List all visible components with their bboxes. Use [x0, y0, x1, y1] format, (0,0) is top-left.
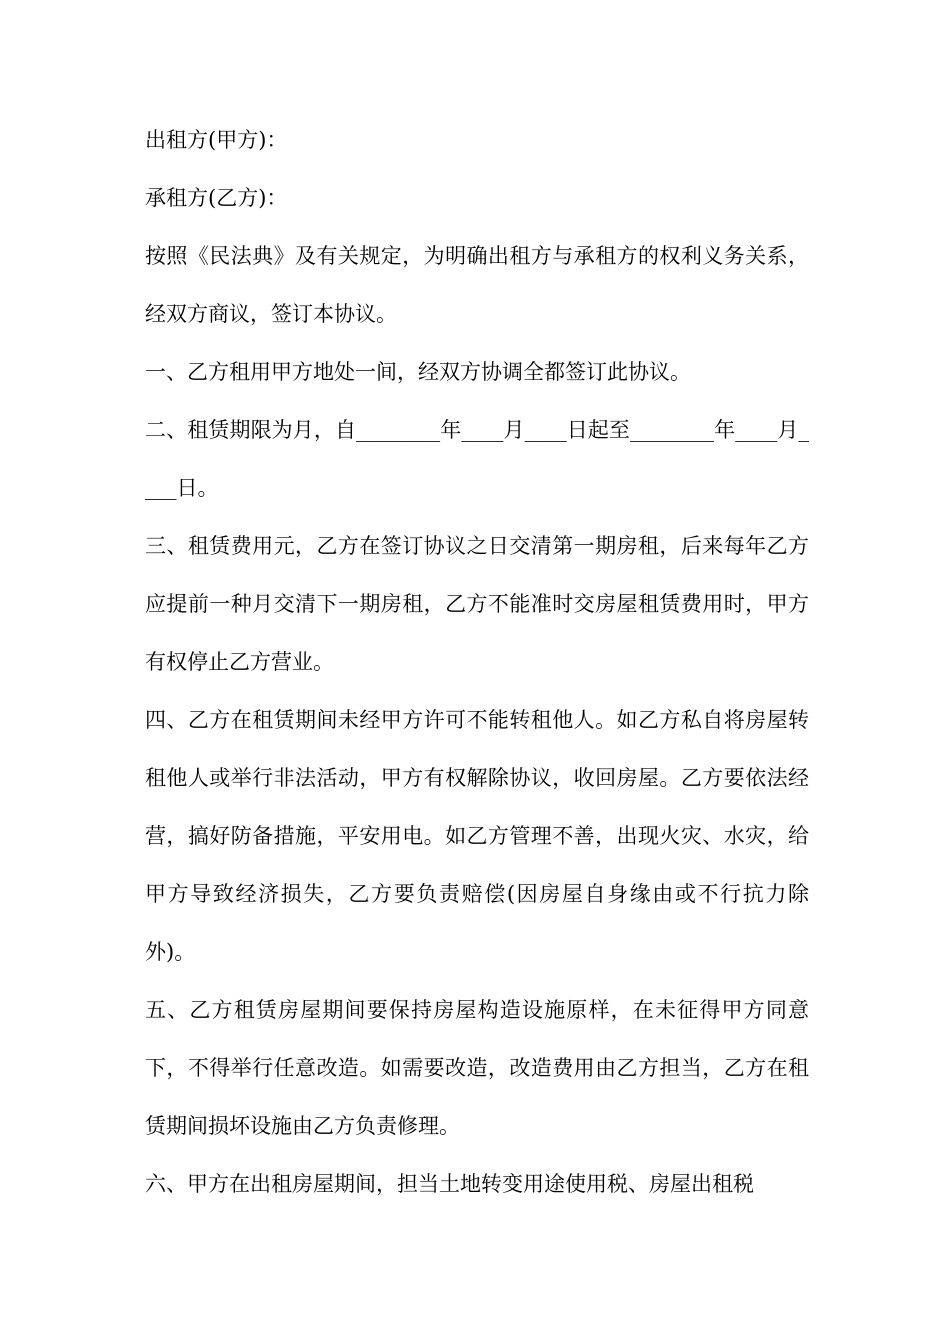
clause-3: 三、租赁费用元，乙方在签订协议之日交清第一期房租，后来每年乙方应提前一种月交清下一期房租，乙方不能准时交房屋租赁费用时，甲方有权停止乙方营业。: [145, 534, 809, 674]
lessor-line: 出租方(甲方)：: [145, 128, 288, 152]
clause-5: 五、乙方租赁房屋期间要保持房屋构造设施原样，在未征得甲方同意下，不得举行任意改造。如需要改造，改造费用由乙方担当，乙方在租赁期间损坏设施由乙方负责修理。: [145, 998, 809, 1138]
clause-6: 六、甲方在出租房屋期间，担当土地转变用途使用税、房屋出租税: [145, 1172, 754, 1196]
clause-1: 一、乙方租用甲方地处一间，经双方协调全都签订此协议。: [145, 360, 691, 384]
lessee-line: 承租方(乙方)：: [145, 186, 288, 210]
preamble-paragraph: 按照《民法典》及有关规定，为明确出租方与承租方的权利义务关系，经双方商议，签订本协议。: [145, 244, 809, 326]
clause-2: 二、租赁期限为月，自________年____月____日起至________年____月____日。: [145, 418, 809, 500]
document-body: [145, 111, 809, 1213]
clause-4: 四、乙方在租赁期间未经甲方许可不能转租他人。如乙方私自将房屋转租他人或举行非法活动，甲方有权解除协议，收回房屋。乙方要依法经营，搞好防备措施，平安用电。如乙方管理不善，出现火灾、水灾，给甲方导致经济损失，乙方要负责赔偿(因房屋自身缘由或不行抗力除外)。: [145, 708, 809, 964]
